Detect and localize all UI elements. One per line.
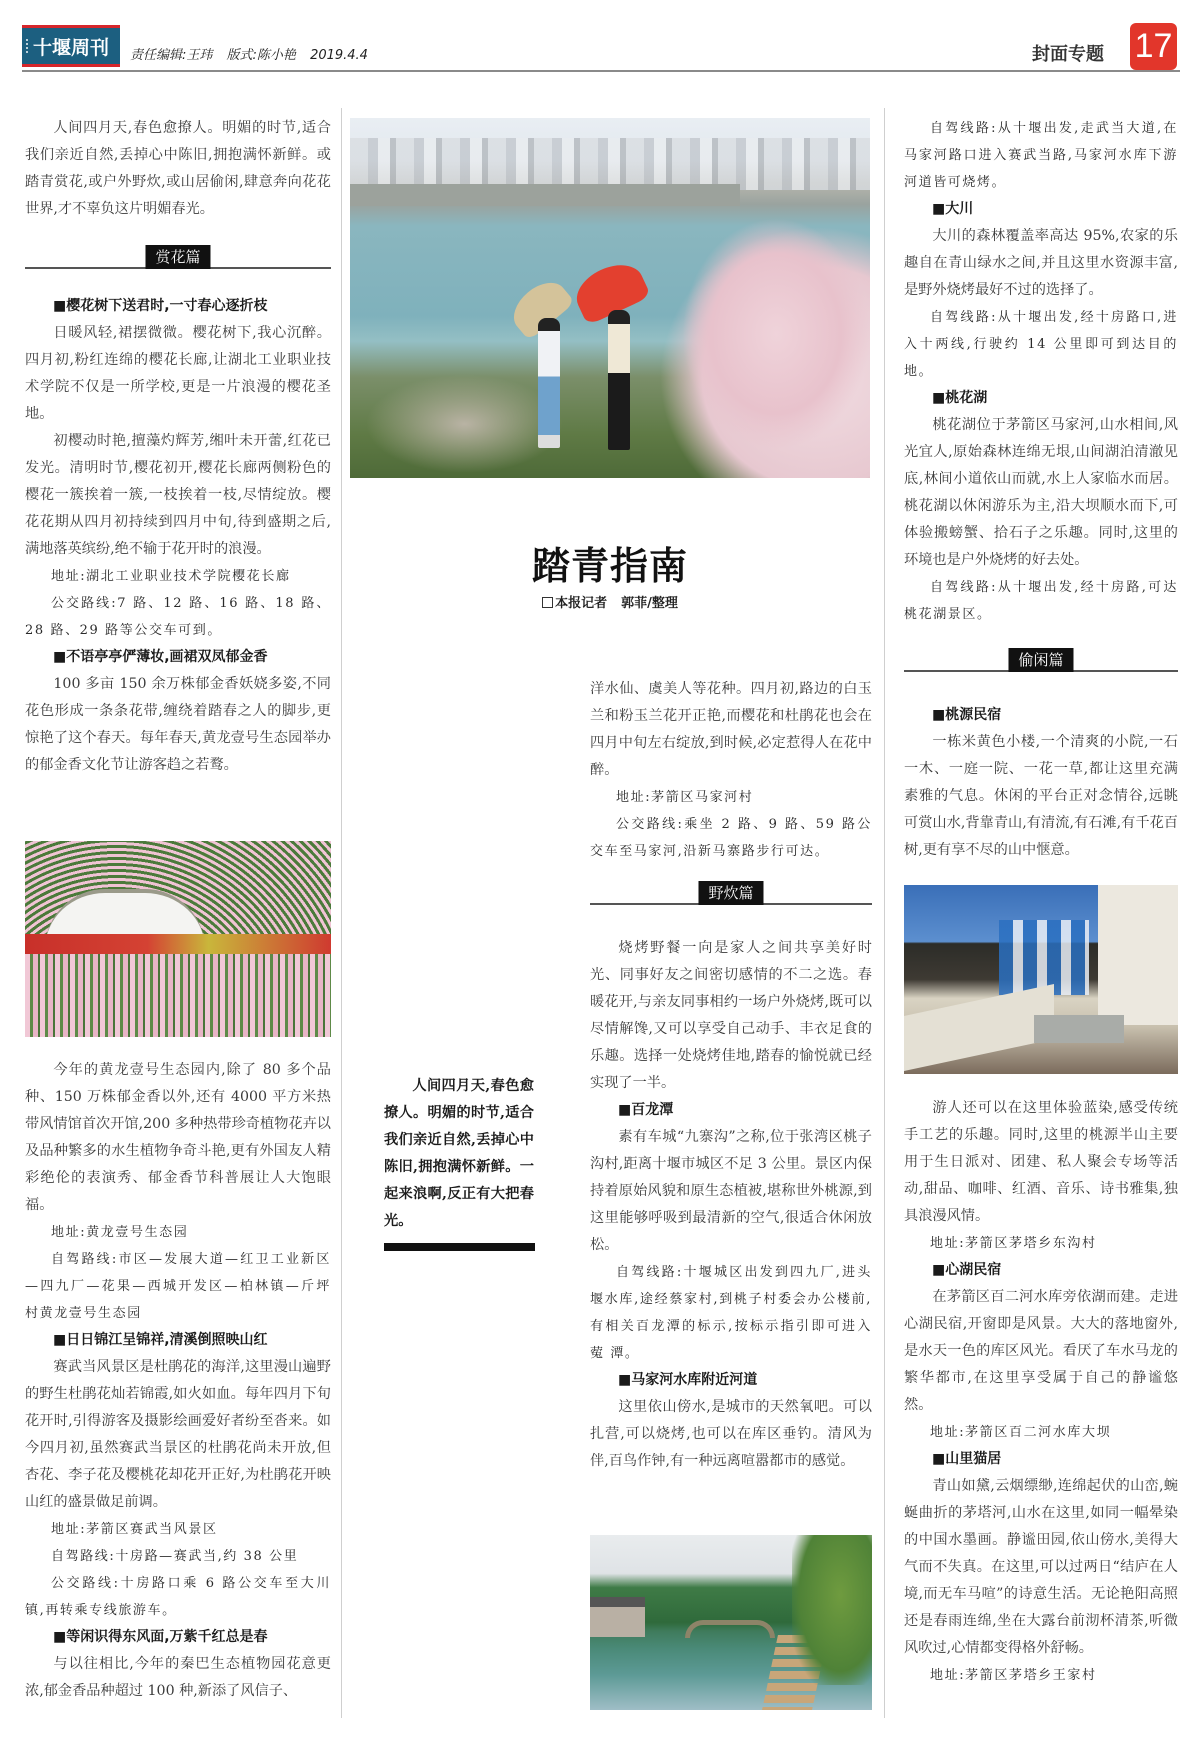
byline-prefix: 本报记者 [555,596,608,611]
section-label: 野炊篇 [698,881,763,905]
column-1 [25,115,331,779]
subheading: ■ 山里猫居 [904,1446,1178,1473]
section-header-flowers [25,243,331,273]
photo-indigo-clothes [999,920,1089,995]
drive-route: 自驾路线:市区—发展大道—红卫工业新区—四九厂—花果—西城开发区—柏林镇—斤坪村黄龙壹号生态园 [25,1252,331,1321]
subheading: ■ 桃花湖 [904,385,1178,412]
photo-tulip-garden [25,841,331,1037]
section-name: 封面专题 [1032,44,1104,65]
column-3 [904,115,1178,864]
photo-city-skyline [350,138,870,190]
pull-quote: 人间四月天,春色愈撩人。明媚的时节,适合我们亲近自然,丢掉心中陈旧,拥抱满怀新鲜。一起来浪啊,反正有大把春光。 [384,1078,534,1229]
paragraph: 100 多亩 150 余万株郁金香妖娆多姿,不同花色形成一条条花带,缠绕着踏春之人的脚步,更惊艳了这个春天。每年春天,黄龙壹号生态园举办的郁金香文化节让游客趋之若鹜。 [25,676,331,773]
address: 地址:茅箭区茅塔乡东沟村 [930,1236,1097,1251]
paragraph: 与以往相比,今年的秦巴生态植物园花意更浓,郁金香品种超过 100 种,新添了风信子、 [25,1656,331,1699]
drive-route: 自驾线路:从十堰出发,经十房路口,进入十两线,行驶约 14 公里即可到达目的地。 [904,310,1178,379]
address: 地址:茅箭区赛武当风景区 [51,1522,218,1537]
editor-credit: 责任编辑:王玮 [130,48,213,63]
drive-route: 自驾线路:十堰城区出发到四九厂,进头堰水库,途经蔡家村,到桃子村委会办公楼前,有相关百龙潭的标示,按标示指引即可进入蒬 潭。 [590,1265,872,1361]
header-credits [130,44,378,63]
subheading: ■ 心湖民宿 [904,1257,1178,1284]
column-2 [590,676,872,1475]
intro-paragraph: 人间四月天,春色愈撩人。明媚的时节,适合我们亲近自然,丢掉心中陈旧,拥抱满怀新鲜。或踏青赏花,或户外野炊,或山居偷闲,肆意奔向花花世界,才不辜负这片明媚春光。 [25,120,331,217]
column-3-continued [904,1095,1178,1689]
paragraph: 青山如黛,云烟缥缈,连绵起伏的山峦,蜿蜒曲折的茅塔河,山水在这里,如同一幅晕染的中国水墨画。静谧田园,依山傍水,美得大气而不失真。在这里,可以过两日“结庐在人境,而无车马喧”的诗意生活。无论艳阳高照还是春雨连绵,坐在大露台前沏杯清茶,听微风吹过,心情都变得格外舒畅。 [904,1478,1178,1656]
section-label: 赏花篇 [145,245,210,269]
photo-pink-tulips [25,954,331,1037]
drive-route: 自驾线路:从十堰出发,走武当大道,在马家河路口进入赛武当路,马家河水库下游河道皆可烧烤。 [904,121,1178,190]
address: 地址:黄龙壹号生态园 [51,1225,189,1240]
paragraph: 素有车城“九寨沟”之称,位于张湾区桃子沟村,距离十堰市城区不足 3 公里。景区内保持着原始风貌和原生态植被,堪称世外桃源,到这里能够呼吸到最清新的空气,很适合休闲放松。 [590,1129,872,1253]
subheading: ■ 不语亭亭俨薄妆,画裙双凤郁金香 [25,644,331,671]
photo-cherry-blossom-main [350,118,870,478]
subheading: ■ 等闲识得东风面,万紫千红总是春 [25,1624,331,1651]
column-divider [884,108,885,1718]
paragraph: 洋水仙、虞美人等花种。四月初,路边的白玉兰和粉玉兰花开正艳,而樱花和杜鹃花也会在四月中旬左右绽放,到时候,必定惹得人在花中醉。 [590,681,872,778]
subheading: ■ 马家河水库附近河道 [590,1367,872,1394]
photo-woman-2 [608,310,630,450]
photo-sofa [904,984,1054,1071]
paragraph: 游人还可以在这里体验蓝染,感受传统手工艺的乐趣。同时,这里的桃源半山主要用于生日派对、团建、私人聚会专场等活动,甜品、咖啡、红酒、音乐、诗书雅集,独具浪漫风情。 [904,1100,1178,1224]
header-rule [22,70,1180,72]
byline [350,592,870,611]
byline-author: 郭菲/整理 [621,596,678,611]
photo-willow-trees [792,1535,872,1685]
column-divider [341,108,342,1718]
byline-box-icon [542,597,553,608]
masthead-seal-mark [26,39,29,53]
paragraph: 今年的黄龙壹号生态园内,除了 80 多个品种、150 万株郁金香以外,还有 4000 平方米热带风情馆首次开馆,200 多种热带珍奇植物花卉以及品种繁多的水生植物争奇斗艳,更有外国友人精彩绝伦的表演秀、郁金香节科普展让人大饱眼福。 [25,1062,331,1213]
subheading: ■ 百龙潭 [590,1097,872,1124]
address: 地址:湖北工业职业技术学院樱花长廊 [51,569,291,584]
photo-arch-bridge [685,1620,775,1638]
paragraph: 烧烤野餐一向是家人之间共享美好时光、同事好友之间密切感情的不二之选。春暖花开,与亲友同事相约一场户外烧烤,既可以尽情解馋,又可以享受自己动手、丰衣足食的乐趣。选择一处烧烤佳地,踏春的愉悦就已经实现了一半。 [590,940,872,1091]
subheading: ■ 日日锦江呈锦祥,清溪倒照映山红 [25,1327,331,1354]
subheading: ■ 桃源民宿 [904,702,1178,729]
bus-route: 公交路线:乘坐 2 路、9 路、59 路公交车至马家河,沿新马寨路步行可达。 [590,817,872,859]
masthead-title: 十堰周刊 [32,36,109,59]
bus-route: 公交路线:十房路口乘 6 路公交车至大川镇,再转乘专线旅游车。 [25,1576,331,1618]
paragraph: 桃花湖位于茅箭区马家河,山水相间,风光宜人,原始森林连绵无垠,山间湖泊清澈见底,林间小道依山而就,水上人家临水而居。桃花湖以休闲游乐为主,沿大坝顺水而下,可体验搬螃蟹、拾石子之乐趣。同时,这里的环境也是户外烧烤的好去处。 [904,417,1178,568]
article-title: 踏青指南 [531,543,688,588]
issue-date: 2019.4.4 [310,48,368,63]
paragraph: 一栋米黄色小楼,一个清爽的小院,一石一木、一庭一院、一花一草,都让这里充满素雅的气息。休闲的平台正对念情谷,远眺可赏山水,背靠青山,有清流,有石滩,有千花百树,更有享不尽的山中惬意。 [904,734,1178,858]
drive-route: 自驾线路:从十堰出发,经十房路,可达桃花湖景区。 [904,580,1178,622]
photo-dam [350,184,740,206]
page-number-badge: 17 [1130,23,1177,70]
section-header-bbq [590,879,872,909]
section-header-leisure [904,646,1178,676]
photo-white-wall [1098,885,1178,1025]
masthead-logo [22,25,120,67]
photo-guesthouse-terrace [904,885,1178,1074]
photo-river-stepping-stones [590,1535,872,1710]
paragraph: 初樱动时艳,擅藻灼辉芳,缃叶未开蕾,红花已发光。清明时节,樱花初开,樱花长廊两侧粉色的樱花一簇挨着一簇,一枝挨着一枝,尽情绽放。樱花花期从四月初持续到四月中旬,待到盛期之后,满地落英缤纷,绝不输于花开时的浪漫。 [25,433,331,557]
photo-woman-1 [538,318,560,448]
photo-house [590,1597,645,1637]
subheading: ■ 大川 [904,196,1178,223]
section-label: 偷闲篇 [1008,648,1073,672]
column-1-continued [25,1057,331,1705]
address: 地址:茅箭区茅塔乡王家村 [930,1668,1097,1683]
pull-quote-bar [384,1243,535,1251]
paragraph: 日暖风轻,裙摆微微。樱花树下,我心沉醉。四月初,粉红连绵的樱花长廊,让湖北工业职业技术学院不仅是一所学校,更是一片浪漫的樱花圣地。 [25,325,331,422]
paragraph: 赛武当风景区是杜鹃花的海洋,这里漫山遍野的野生杜鹃花灿若锦霞,如火如血。每年四月下旬花开时,引得游客及摄影绘画爱好者纷至沓来。如今四月初,虽然赛武当景区的杜鹃花尚未开放,但杏花、李子花及樱桃花却花开正好,为杜鹃花开映山红的盛景做足前调。 [25,1359,331,1510]
address: 地址:茅箭区马家河村 [616,790,754,805]
drive-route: 自驾路线:十房路—赛武当,约 38 公里 [51,1549,299,1564]
paragraph: 在茅箭区百二河水库旁依湖而建。走进心湖民宿,开窗即是风景。大大的落地窗外,是水天一色的库区风光。看厌了车水马龙的繁华都市,在这里享受属于自己的静谧悠然。 [904,1289,1178,1413]
subheading: ■ 樱花树下送君时,一寸春心逐折枝 [25,293,331,320]
layout-credit: 版式:陈小艳 [226,48,296,63]
paragraph: 大川的森林覆盖率高达 95%,农家的乐趣自在青山绿水之间,并且这里水资源丰富,是野外烧烤最好不过的选择了。 [904,228,1178,298]
paragraph: 这里依山傍水,是城市的天然氧吧。可以扎营,可以烧烤,也可以在库区垂钓。清风为伴,百鸟作钟,有一种远离喧嚣都市的感觉。 [590,1399,872,1469]
address: 地址:茅箭区百二河水库大坝 [930,1425,1112,1440]
photo-red-tulips [25,934,331,954]
photo-table [1034,1015,1124,1043]
bus-route: 公交路线:7 路、12 路、16 路、18 路、28 路、29 路等公交车可到。 [25,596,331,638]
